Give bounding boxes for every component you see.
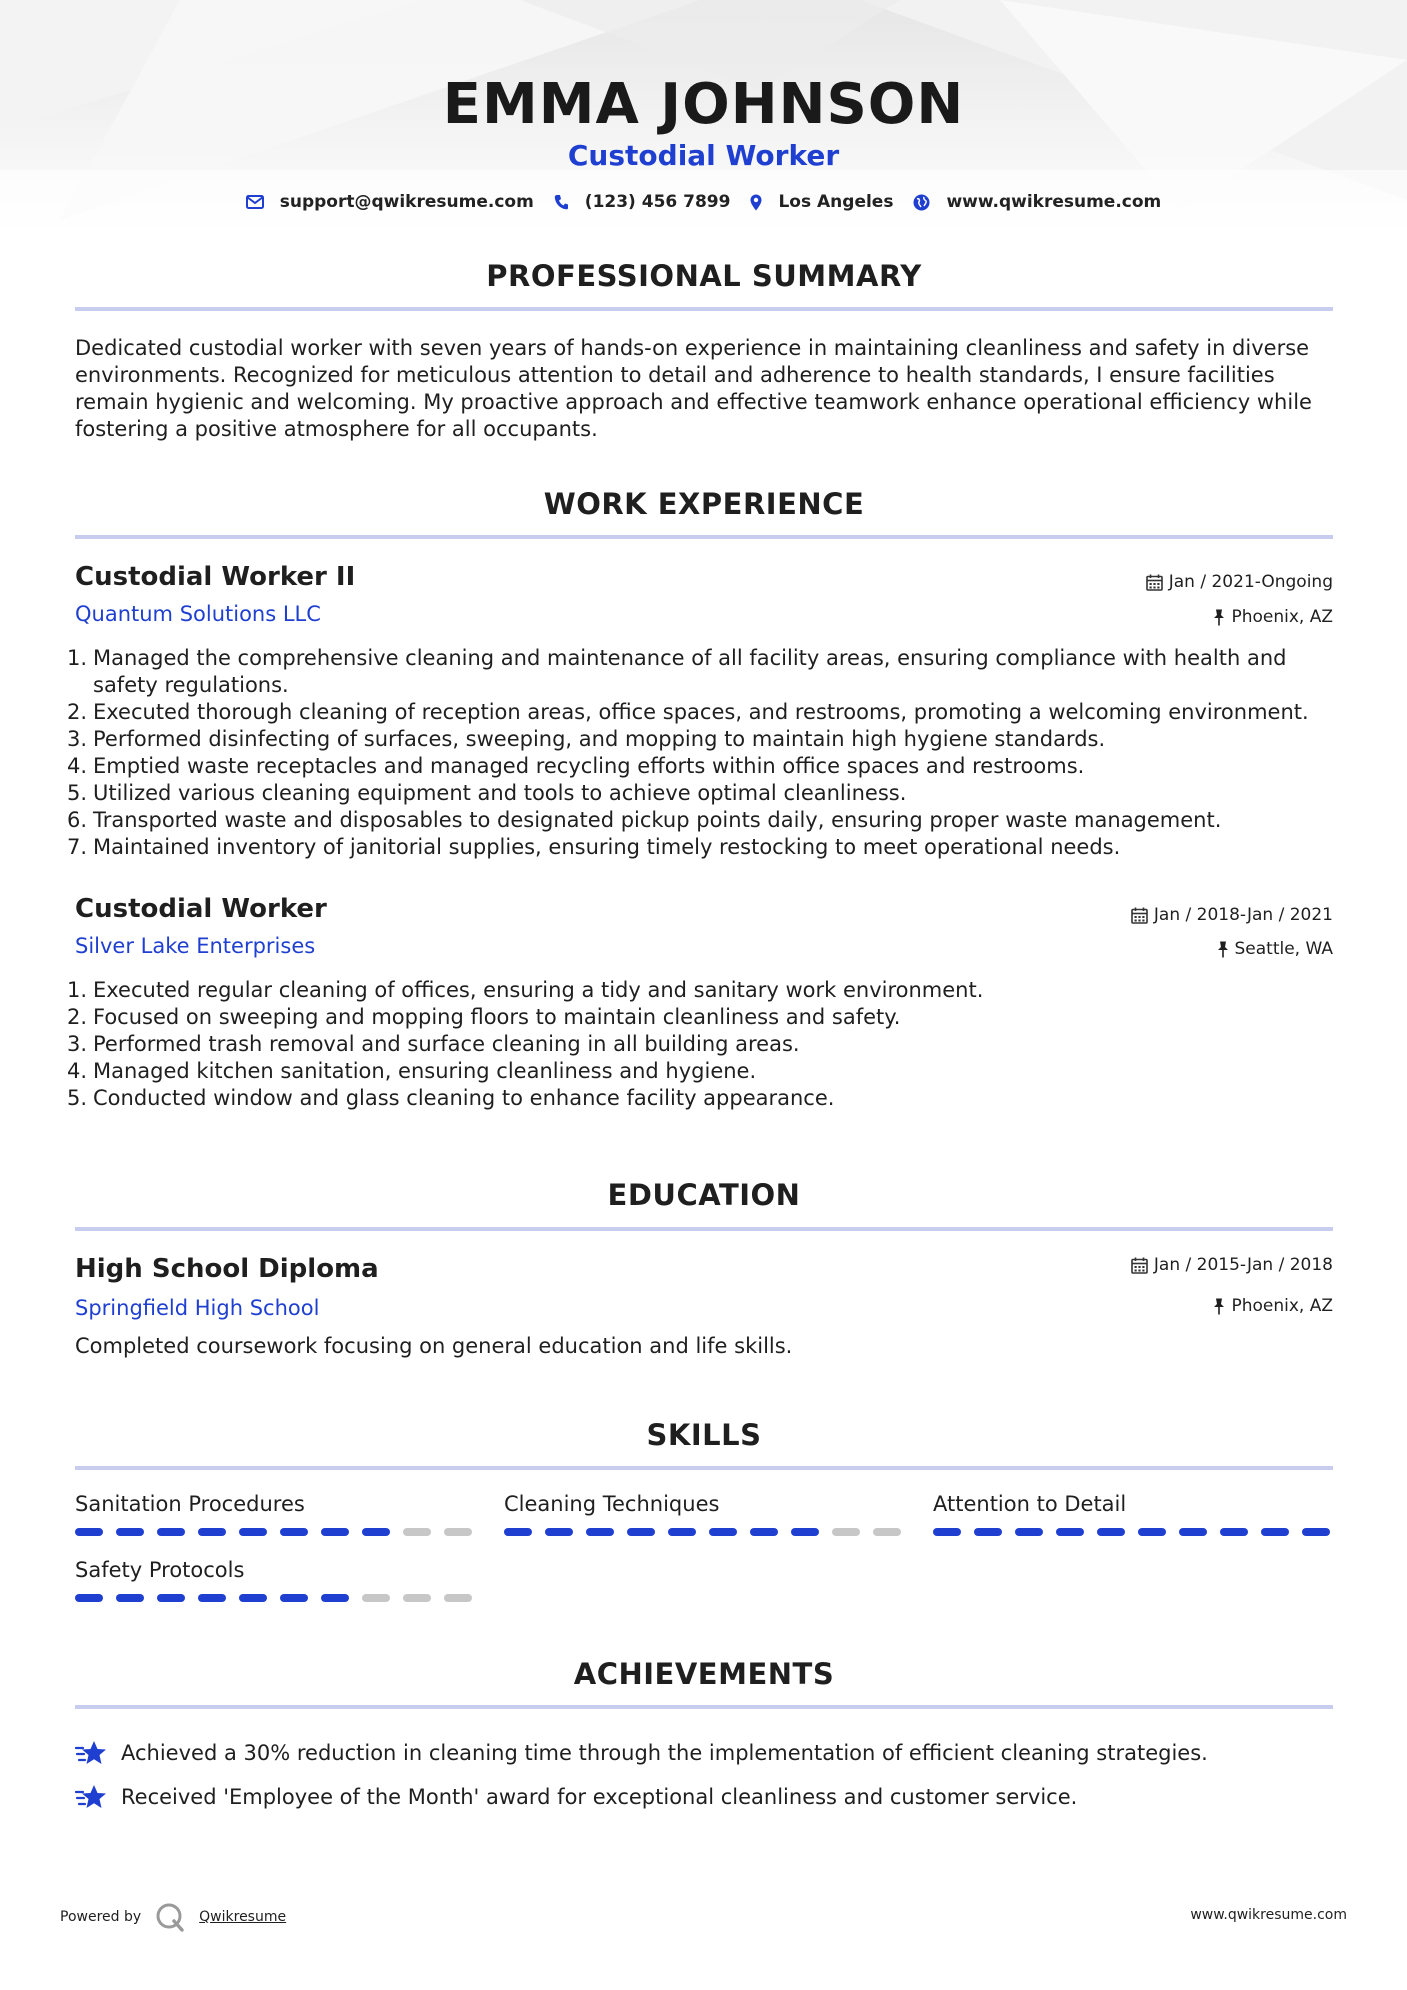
skill-segment-filled (116, 1594, 144, 1602)
skill-segment-filled (239, 1594, 267, 1602)
skill-segment-filled (321, 1528, 349, 1536)
skill-segment-filled (1015, 1528, 1043, 1536)
achievement-text: Achieved a 30% reduction in cleaning time through the implementation of efficient cleaning strategies. (121, 1741, 1208, 1765)
job-title: Custodial Worker (75, 894, 327, 924)
experience-heading: WORK EXPERIENCE (543, 487, 865, 521)
skill-segment-empty (403, 1594, 431, 1602)
list-item: 5. Conducted window and glass cleaning to enhance facility appearance. (67, 1086, 835, 1110)
skill-segment-filled (1302, 1528, 1330, 1536)
list-item: 5. Utilized various cleaning equipment and tools to achieve optimal cleanliness. (67, 781, 907, 805)
skill-segment-filled (1138, 1528, 1166, 1536)
education-location (1213, 1296, 1333, 1316)
experience-divider (75, 535, 1333, 539)
education-dates (1131, 1255, 1333, 1275)
location-text: Los Angeles (778, 192, 894, 212)
calendar-icon (1146, 574, 1163, 591)
website-text: www.qwikresume.com (946, 192, 1162, 212)
job-dates-text: Jan / 2021-Ongoing (1168, 572, 1333, 592)
skill-segment-filled (668, 1528, 696, 1536)
job-location (1217, 939, 1334, 959)
job-location (1213, 607, 1333, 627)
powered-by-label: Powered by (60, 1909, 142, 1925)
skill-segment-filled (1097, 1528, 1125, 1536)
globe-icon (913, 194, 930, 211)
summary-text: Dedicated custodial worker with seven years of hands-on experience in maintaining cleanliness and safety in diverse environments. Recognized for meticulous attention to detail and adherence to health standards, I ensure facilities remain hygienic and welcoming. My proactive approach and effective teamwork enhance operational efficiency while fostering a positive atmosphere for all occupants. (75, 336, 1312, 441)
list-item (75, 1731, 1333, 1775)
skill-segment-filled (750, 1528, 778, 1536)
skill-segment-filled (627, 1528, 655, 1536)
star-icon (75, 1739, 107, 1767)
phone-icon (554, 194, 569, 210)
contact-location (750, 192, 893, 212)
job-responsibilities (67, 645, 1333, 861)
skill-segment-filled (586, 1528, 614, 1536)
list-item: 1. Managed the comprehensive cleaning and maintenance of all facility areas, ensuring compliance with health and safety regulations. (67, 646, 1287, 697)
skill-segment-filled (933, 1528, 961, 1536)
skills-divider (75, 1466, 1333, 1470)
qwikresume-logo-icon (155, 1902, 185, 1932)
skill-segment-empty (403, 1528, 431, 1536)
job-company: Silver Lake Enterprises (75, 934, 316, 958)
skill-segment-filled (280, 1528, 308, 1536)
contact-bar (0, 192, 1407, 212)
education-description: Completed coursework focusing on general education and life skills. (75, 1334, 793, 1358)
candidate-name: EMMA JOHNSON (442, 72, 965, 137)
skill-segment-filled (1220, 1528, 1248, 1536)
list-item: 3. Performed trash removal and surface cleaning in all building areas. (67, 1032, 800, 1056)
skill-segment-filled (362, 1528, 390, 1536)
phone-text: (123) 456 7899 (584, 192, 731, 212)
summary-heading: PROFESSIONAL SUMMARY (486, 259, 922, 293)
skill-segment-filled (75, 1594, 103, 1602)
skill-segment-filled (198, 1594, 226, 1602)
skill-segment-filled (75, 1528, 103, 1536)
footer-powered-by (60, 1902, 286, 1932)
skill-item (933, 1492, 1333, 1536)
list-item: 4. Emptied waste receptacles and managed recycling efforts within office spaces and restrooms. (67, 754, 1085, 778)
skill-segment-filled (1261, 1528, 1289, 1536)
footer-website[interactable]: www.qwikresume.com (1190, 1907, 1347, 1923)
skill-segment-filled (504, 1528, 532, 1536)
summary-divider (75, 307, 1333, 311)
degree-title: High School Diploma (75, 1254, 379, 1284)
skill-segment-empty (832, 1528, 860, 1536)
contact-email[interactable] (246, 192, 534, 212)
skill-segment-filled (791, 1528, 819, 1536)
candidate-role: Custodial Worker (567, 139, 840, 172)
skill-name: Attention to Detail (933, 1492, 1127, 1516)
skill-name: Cleaning Techniques (504, 1492, 720, 1516)
education-heading: EDUCATION (607, 1178, 801, 1212)
list-item: 6. Transported waste and disposables to designated pickup points daily, ensuring proper waste management. (67, 808, 1222, 832)
job-dates (1131, 905, 1333, 925)
envelope-icon (246, 195, 264, 209)
skill-item (75, 1558, 475, 1602)
list-item: 2. Focused on sweeping and mopping floors to maintain cleanliness and safety. (67, 1005, 901, 1029)
calendar-icon (1131, 907, 1148, 924)
pushpin-icon (1213, 1298, 1225, 1315)
contact-phone[interactable] (554, 192, 731, 212)
job-dates (1146, 572, 1333, 592)
school-name: Springfield High School (75, 1296, 320, 1320)
skill-item (75, 1492, 475, 1536)
skill-item (504, 1492, 904, 1536)
skill-segment-empty (444, 1594, 472, 1602)
map-pin-icon (750, 194, 762, 211)
skill-segment-filled (239, 1528, 267, 1536)
qwikresume-link[interactable]: Qwikresume (199, 1909, 287, 1925)
job-location-text: Seattle, WA (1234, 939, 1333, 959)
skill-level-bar (933, 1528, 1333, 1536)
pushpin-icon (1213, 609, 1225, 626)
job-location-text: Phoenix, AZ (1231, 607, 1333, 627)
achievements-divider (75, 1705, 1333, 1709)
list-item (75, 1775, 1333, 1819)
job-responsibilities (67, 977, 1333, 1112)
job-title: Custodial Worker II (75, 562, 356, 592)
skill-segment-filled (1056, 1528, 1084, 1536)
education-location-text: Phoenix, AZ (1231, 1296, 1333, 1316)
achievement-text: Received 'Employee of the Month' award for exceptional cleanliness and customer service. (121, 1785, 1078, 1809)
list-item: 2. Executed thorough cleaning of reception areas, office spaces, and restrooms, promoting a welcoming environment. (67, 700, 1309, 724)
calendar-icon (1131, 1257, 1148, 1274)
list-item: 7. Maintained inventory of janitorial supplies, ensuring timely restocking to meet operational needs. (67, 835, 1121, 859)
skills-heading: SKILLS (646, 1418, 762, 1452)
skill-segment-filled (709, 1528, 737, 1536)
pushpin-icon (1217, 941, 1229, 958)
skill-segment-filled (157, 1528, 185, 1536)
skill-name: Sanitation Procedures (75, 1492, 305, 1516)
job-company: Quantum Solutions LLC (75, 602, 321, 626)
skill-segment-filled (321, 1594, 349, 1602)
education-divider (75, 1227, 1333, 1231)
skill-name: Safety Protocols (75, 1558, 245, 1582)
list-item: 3. Performed disinfecting of surfaces, sweeping, and mopping to maintain high hygiene standards. (67, 727, 1106, 751)
education-dates-text: Jan / 2015-Jan / 2018 (1153, 1255, 1333, 1275)
skill-segment-filled (198, 1528, 226, 1536)
skill-segment-empty (873, 1528, 901, 1536)
achievements-list (75, 1731, 1333, 1819)
skill-segment-filled (157, 1594, 185, 1602)
skill-segment-empty (444, 1528, 472, 1536)
list-item: 4. Managed kitchen sanitation, ensuring cleanliness and hygiene. (67, 1059, 757, 1083)
skill-level-bar (75, 1528, 475, 1536)
email-text: support@qwikresume.com (279, 192, 534, 212)
skill-segment-filled (545, 1528, 573, 1536)
contact-website[interactable] (913, 192, 1161, 212)
skill-segment-filled (974, 1528, 1002, 1536)
job-dates-text: Jan / 2018-Jan / 2021 (1153, 905, 1333, 925)
achievements-heading: ACHIEVEMENTS (573, 1657, 835, 1691)
skill-level-bar (504, 1528, 904, 1536)
skill-segment-filled (1179, 1528, 1207, 1536)
star-icon (75, 1783, 107, 1811)
skill-level-bar (75, 1594, 475, 1602)
skill-segment-filled (280, 1594, 308, 1602)
skill-segment-empty (362, 1594, 390, 1602)
list-item: 1. Executed regular cleaning of offices, ensuring a tidy and sanitary work environment. (67, 978, 984, 1002)
skill-segment-filled (116, 1528, 144, 1536)
